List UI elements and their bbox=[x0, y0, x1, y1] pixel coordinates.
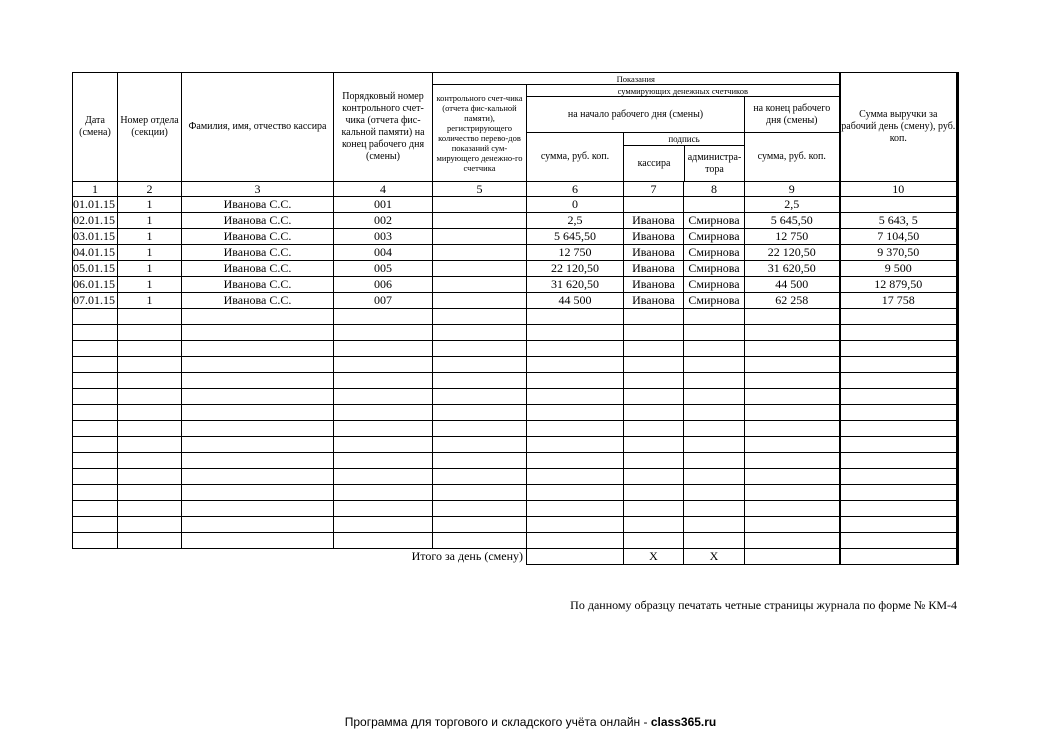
empty-cell bbox=[745, 357, 840, 373]
empty-cell bbox=[684, 437, 745, 453]
cell-control bbox=[433, 213, 527, 229]
cell-start: 22 120,50 bbox=[527, 261, 624, 277]
header-signature: подпись bbox=[624, 133, 744, 146]
empty-cell bbox=[527, 325, 624, 341]
empty-cell bbox=[527, 373, 624, 389]
empty-cell bbox=[118, 357, 182, 373]
empty-cell bbox=[118, 421, 182, 437]
empty-cell bbox=[334, 437, 433, 453]
footer-text: Программа для торгового и складского учёта онлайн - bbox=[344, 715, 651, 729]
cell-counter: 007 bbox=[334, 293, 433, 309]
table-total bbox=[73, 549, 958, 565]
total-cashier-mark: X bbox=[624, 549, 684, 565]
cell-admin: Смирнова bbox=[684, 229, 745, 245]
empty-row bbox=[73, 501, 958, 517]
empty-cell bbox=[840, 309, 958, 325]
cell-start: 5 645,50 bbox=[527, 229, 624, 245]
empty-cell bbox=[334, 389, 433, 405]
empty-cell bbox=[334, 405, 433, 421]
empty-cell bbox=[73, 357, 118, 373]
cell-counter: 006 bbox=[334, 277, 433, 293]
empty-cell bbox=[745, 517, 840, 533]
empty-cell bbox=[684, 517, 745, 533]
empty-cell bbox=[433, 325, 527, 341]
empty-row bbox=[73, 421, 958, 437]
empty-cell bbox=[433, 341, 527, 357]
cell-revenue: 12 879,50 bbox=[840, 277, 958, 293]
table-row bbox=[73, 197, 958, 213]
empty-cell bbox=[840, 469, 958, 485]
empty-cell bbox=[624, 309, 684, 325]
empty-cell bbox=[840, 341, 958, 357]
empty-cell bbox=[840, 485, 958, 501]
col-num: 4 bbox=[334, 182, 433, 197]
empty-cell bbox=[745, 309, 840, 325]
cell-name: Иванова С.С. bbox=[182, 213, 334, 229]
empty-cell bbox=[624, 341, 684, 357]
empty-cell bbox=[527, 357, 624, 373]
header-signature-group bbox=[624, 133, 745, 182]
empty-cell bbox=[73, 453, 118, 469]
empty-cell bbox=[684, 453, 745, 469]
empty-row bbox=[73, 357, 958, 373]
cell-end: 22 120,50 bbox=[745, 245, 840, 261]
header-admin: администра-тора bbox=[687, 151, 742, 175]
empty-cell bbox=[624, 325, 684, 341]
empty-cell bbox=[118, 485, 182, 501]
empty-cell bbox=[118, 341, 182, 357]
header-readings: Показания bbox=[433, 73, 840, 85]
empty-cell bbox=[433, 373, 527, 389]
empty-cell bbox=[684, 357, 745, 373]
empty-cell bbox=[118, 325, 182, 341]
cell-admin: Смирнова bbox=[684, 245, 745, 261]
empty-cell bbox=[73, 341, 118, 357]
table-body bbox=[73, 197, 958, 549]
empty-cell bbox=[684, 421, 745, 437]
empty-cell bbox=[840, 373, 958, 389]
empty-row bbox=[73, 533, 958, 549]
col-num: 1 bbox=[73, 182, 118, 197]
empty-cell bbox=[624, 389, 684, 405]
cell-dept: 1 bbox=[118, 197, 182, 213]
empty-cell bbox=[527, 437, 624, 453]
empty-cell bbox=[840, 421, 958, 437]
header-start-of-day: на начало рабочего дня (смены) bbox=[527, 97, 745, 133]
empty-cell bbox=[182, 501, 334, 517]
cell-start: 31 620,50 bbox=[527, 277, 624, 293]
empty-cell bbox=[433, 309, 527, 325]
empty-cell bbox=[527, 453, 624, 469]
empty-cell bbox=[182, 421, 334, 437]
empty-cell bbox=[73, 421, 118, 437]
cell-control bbox=[433, 245, 527, 261]
empty-cell bbox=[118, 469, 182, 485]
empty-cell bbox=[624, 501, 684, 517]
cell-dept: 1 bbox=[118, 261, 182, 277]
empty-row bbox=[73, 373, 958, 389]
empty-cell bbox=[745, 325, 840, 341]
empty-cell bbox=[527, 485, 624, 501]
header-revenue: Сумма выручки за рабочий день (смену), руб. коп. bbox=[840, 73, 958, 182]
cell-start: 2,5 bbox=[527, 213, 624, 229]
cell-name: Иванова С.С. bbox=[182, 229, 334, 245]
empty-cell bbox=[433, 517, 527, 533]
empty-cell bbox=[745, 341, 840, 357]
empty-cell bbox=[73, 405, 118, 421]
empty-cell bbox=[527, 517, 624, 533]
col-num: 5 bbox=[433, 182, 527, 197]
empty-cell bbox=[118, 533, 182, 549]
empty-cell bbox=[182, 373, 334, 389]
empty-cell bbox=[433, 485, 527, 501]
journal-table bbox=[72, 72, 959, 565]
cell-cashier: Иванова bbox=[624, 229, 684, 245]
table-row bbox=[73, 261, 958, 277]
empty-cell bbox=[73, 437, 118, 453]
empty-cell bbox=[684, 341, 745, 357]
col-num: 3 bbox=[182, 182, 334, 197]
empty-cell bbox=[334, 517, 433, 533]
cell-revenue: 9 370,50 bbox=[840, 245, 958, 261]
empty-cell bbox=[527, 389, 624, 405]
cell-dept: 1 bbox=[118, 277, 182, 293]
cell-end: 62 258 bbox=[745, 293, 840, 309]
empty-cell bbox=[624, 421, 684, 437]
cell-end: 31 620,50 bbox=[745, 261, 840, 277]
empty-cell bbox=[73, 389, 118, 405]
cell-end: 2,5 bbox=[745, 197, 840, 213]
header-dept: Номер отдела (секции) bbox=[118, 73, 182, 182]
empty-cell bbox=[73, 309, 118, 325]
empty-cell bbox=[182, 341, 334, 357]
empty-row bbox=[73, 469, 958, 485]
col-num: 9 bbox=[745, 182, 840, 197]
empty-cell bbox=[527, 405, 624, 421]
empty-cell bbox=[182, 357, 334, 373]
empty-row bbox=[73, 325, 958, 341]
empty-cell bbox=[433, 357, 527, 373]
empty-cell bbox=[745, 437, 840, 453]
empty-cell bbox=[118, 389, 182, 405]
empty-cell bbox=[118, 517, 182, 533]
empty-cell bbox=[527, 533, 624, 549]
empty-cell bbox=[684, 469, 745, 485]
empty-cell bbox=[624, 453, 684, 469]
empty-cell bbox=[624, 533, 684, 549]
empty-row bbox=[73, 341, 958, 357]
header-date: Дата (смена) bbox=[73, 73, 118, 182]
footer-site[interactable]: class365.ru bbox=[650, 715, 717, 729]
cell-cashier: Иванова bbox=[624, 277, 684, 293]
empty-cell bbox=[527, 469, 624, 485]
total-sum-end bbox=[745, 549, 840, 565]
empty-cell bbox=[745, 501, 840, 517]
cell-revenue: 9 500 bbox=[840, 261, 958, 277]
empty-cell bbox=[182, 453, 334, 469]
empty-cell bbox=[334, 453, 433, 469]
empty-cell bbox=[624, 437, 684, 453]
empty-cell bbox=[334, 357, 433, 373]
cell-start: 12 750 bbox=[527, 245, 624, 261]
empty-cell bbox=[73, 485, 118, 501]
cell-date: 06.01.15 bbox=[73, 277, 118, 293]
cell-date: 05.01.15 bbox=[73, 261, 118, 277]
empty-cell bbox=[334, 309, 433, 325]
empty-cell bbox=[433, 389, 527, 405]
total-label: Итого за день (смену) bbox=[411, 549, 523, 564]
empty-cell bbox=[433, 405, 527, 421]
cell-date: 01.01.15 bbox=[73, 197, 118, 213]
empty-cell bbox=[745, 389, 840, 405]
empty-cell bbox=[527, 421, 624, 437]
cell-dept: 1 bbox=[118, 213, 182, 229]
empty-cell bbox=[840, 501, 958, 517]
empty-cell bbox=[182, 437, 334, 453]
cell-control bbox=[433, 261, 527, 277]
cell-admin bbox=[684, 197, 745, 213]
empty-cell bbox=[73, 373, 118, 389]
empty-cell bbox=[334, 421, 433, 437]
empty-cell bbox=[334, 469, 433, 485]
cell-revenue: 5 643, 5 bbox=[840, 213, 958, 229]
table-row bbox=[73, 229, 958, 245]
cell-cashier: Иванова bbox=[624, 293, 684, 309]
empty-cell bbox=[182, 405, 334, 421]
empty-cell bbox=[182, 469, 334, 485]
cell-date: 04.01.15 bbox=[73, 245, 118, 261]
cell-revenue bbox=[840, 197, 958, 213]
empty-cell bbox=[433, 453, 527, 469]
total-revenue bbox=[840, 549, 958, 565]
empty-cell bbox=[118, 373, 182, 389]
header-sum-end: сумма, руб. коп. bbox=[745, 133, 840, 182]
col-num: 2 bbox=[118, 182, 182, 197]
cell-admin: Смирнова bbox=[684, 261, 745, 277]
empty-cell bbox=[433, 469, 527, 485]
cell-dept: 1 bbox=[118, 293, 182, 309]
empty-cell bbox=[334, 325, 433, 341]
empty-cell bbox=[73, 469, 118, 485]
empty-row bbox=[73, 389, 958, 405]
cell-end: 12 750 bbox=[745, 229, 840, 245]
empty-cell bbox=[334, 501, 433, 517]
empty-cell bbox=[73, 517, 118, 533]
empty-cell bbox=[118, 405, 182, 421]
cell-end: 44 500 bbox=[745, 277, 840, 293]
empty-row bbox=[73, 437, 958, 453]
cell-start: 0 bbox=[527, 197, 624, 213]
empty-cell bbox=[624, 469, 684, 485]
empty-cell bbox=[433, 501, 527, 517]
empty-cell bbox=[684, 309, 745, 325]
cell-end: 5 645,50 bbox=[745, 213, 840, 229]
empty-cell bbox=[745, 405, 840, 421]
empty-cell bbox=[684, 501, 745, 517]
cell-date: 02.01.15 bbox=[73, 213, 118, 229]
cell-name: Иванова С.С. bbox=[182, 261, 334, 277]
empty-row bbox=[73, 405, 958, 421]
cell-counter: 001 bbox=[334, 197, 433, 213]
header-name: Фамилия, имя, отчество кассира bbox=[182, 73, 334, 182]
cell-cashier: Иванова bbox=[624, 213, 684, 229]
header-control-counter: контрольного счет-чика (отчета фис-кальной памяти), регистрирующего количество перево-дов показаний сум-мирующего денежно-го счетчика bbox=[433, 85, 527, 182]
empty-cell bbox=[840, 453, 958, 469]
empty-cell bbox=[118, 309, 182, 325]
empty-cell bbox=[182, 517, 334, 533]
empty-cell bbox=[73, 533, 118, 549]
empty-cell bbox=[624, 357, 684, 373]
empty-cell bbox=[527, 341, 624, 357]
empty-cell bbox=[745, 469, 840, 485]
empty-cell bbox=[334, 533, 433, 549]
empty-cell bbox=[624, 485, 684, 501]
header-sum-start: сумма, руб. коп. bbox=[527, 133, 624, 182]
empty-cell bbox=[433, 533, 527, 549]
empty-cell bbox=[684, 389, 745, 405]
empty-cell bbox=[840, 517, 958, 533]
empty-cell bbox=[73, 325, 118, 341]
cell-cashier: Иванова bbox=[624, 245, 684, 261]
empty-row bbox=[73, 309, 958, 325]
total-sum-start bbox=[527, 549, 624, 565]
empty-cell bbox=[840, 325, 958, 341]
cell-admin: Смирнова bbox=[684, 293, 745, 309]
table-row bbox=[73, 293, 958, 309]
cell-counter: 003 bbox=[334, 229, 433, 245]
cell-start: 44 500 bbox=[527, 293, 624, 309]
cell-name: Иванова С.С. bbox=[182, 277, 334, 293]
cell-cashier bbox=[624, 197, 684, 213]
empty-cell bbox=[745, 453, 840, 469]
table-row bbox=[73, 277, 958, 293]
empty-cell bbox=[840, 533, 958, 549]
empty-cell bbox=[745, 421, 840, 437]
header-cashier: кассира bbox=[624, 146, 685, 181]
col-num: 7 bbox=[624, 182, 684, 197]
col-num: 6 bbox=[527, 182, 624, 197]
header-end-of-day: на конец рабочего дня (смены) bbox=[745, 97, 840, 133]
empty-cell bbox=[745, 533, 840, 549]
cell-date: 07.01.15 bbox=[73, 293, 118, 309]
empty-cell bbox=[334, 485, 433, 501]
empty-cell bbox=[684, 533, 745, 549]
col-num: 8 bbox=[684, 182, 745, 197]
empty-row bbox=[73, 453, 958, 469]
empty-cell bbox=[334, 341, 433, 357]
cell-control bbox=[433, 197, 527, 213]
cell-date: 03.01.15 bbox=[73, 229, 118, 245]
table-row bbox=[73, 245, 958, 261]
empty-cell bbox=[840, 405, 958, 421]
total-admin-mark: X bbox=[684, 549, 745, 565]
cell-revenue: 7 104,50 bbox=[840, 229, 958, 245]
empty-cell bbox=[624, 405, 684, 421]
empty-cell bbox=[527, 501, 624, 517]
empty-cell bbox=[182, 325, 334, 341]
cell-dept: 1 bbox=[118, 245, 182, 261]
cell-counter: 004 bbox=[334, 245, 433, 261]
empty-cell bbox=[684, 485, 745, 501]
empty-cell bbox=[182, 389, 334, 405]
cell-admin: Смирнова bbox=[684, 277, 745, 293]
empty-cell bbox=[624, 373, 684, 389]
empty-cell bbox=[684, 405, 745, 421]
cell-control bbox=[433, 293, 527, 309]
cell-cashier: Иванова bbox=[624, 261, 684, 277]
empty-cell bbox=[745, 373, 840, 389]
empty-cell bbox=[840, 357, 958, 373]
table-row bbox=[73, 213, 958, 229]
cell-admin: Смирнова bbox=[684, 213, 745, 229]
empty-cell bbox=[118, 437, 182, 453]
empty-cell bbox=[624, 517, 684, 533]
col-num: 10 bbox=[840, 182, 958, 197]
cell-revenue: 17 758 bbox=[840, 293, 958, 309]
empty-row bbox=[73, 485, 958, 501]
header-counter-no: Порядковый номер контрольного счет-чика (отчета фис-кальной памяти) на конец рабочего дня (смены) bbox=[334, 73, 433, 182]
cell-counter: 002 bbox=[334, 213, 433, 229]
table-header bbox=[73, 73, 958, 197]
cell-counter: 005 bbox=[334, 261, 433, 277]
empty-cell bbox=[840, 389, 958, 405]
empty-cell bbox=[73, 501, 118, 517]
empty-cell bbox=[684, 325, 745, 341]
cell-name: Иванова С.С. bbox=[182, 245, 334, 261]
empty-cell bbox=[182, 533, 334, 549]
cell-name: Иванова С.С. bbox=[182, 293, 334, 309]
column-numbers-row bbox=[73, 182, 958, 197]
empty-cell bbox=[684, 373, 745, 389]
empty-cell bbox=[527, 309, 624, 325]
print-note: По данному образцу печатать четные страницы журнала по форме № КМ-4 bbox=[570, 598, 957, 612]
empty-cell bbox=[745, 485, 840, 501]
empty-row bbox=[73, 517, 958, 533]
empty-cell bbox=[840, 437, 958, 453]
empty-cell bbox=[182, 485, 334, 501]
empty-cell bbox=[433, 421, 527, 437]
empty-cell bbox=[118, 501, 182, 517]
cell-control bbox=[433, 229, 527, 245]
empty-cell bbox=[334, 373, 433, 389]
header-summing-counters: суммирующих денежных счетчиков bbox=[527, 85, 840, 97]
empty-cell bbox=[182, 309, 334, 325]
empty-cell bbox=[433, 437, 527, 453]
cell-control bbox=[433, 277, 527, 293]
cell-name: Иванова С.С. bbox=[182, 197, 334, 213]
footer bbox=[0, 715, 1061, 729]
empty-cell bbox=[118, 453, 182, 469]
cell-dept: 1 bbox=[118, 229, 182, 245]
